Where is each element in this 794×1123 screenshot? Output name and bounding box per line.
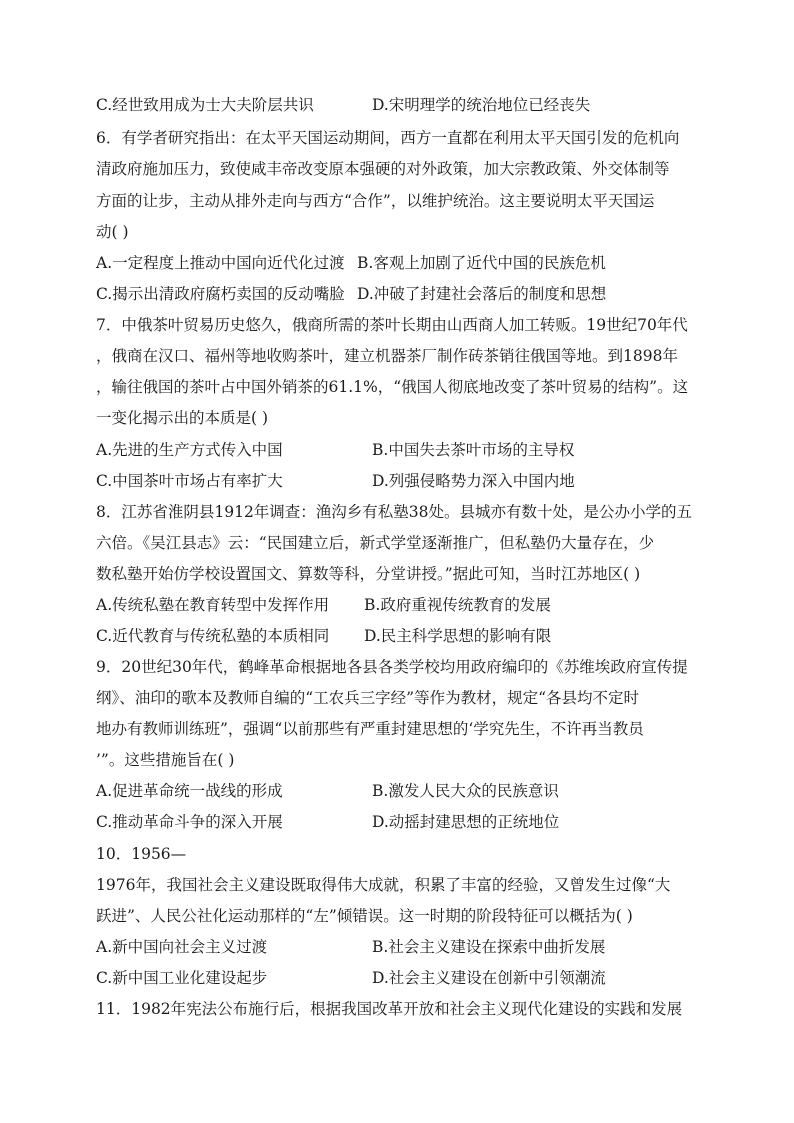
q10-option-d: D.社会主义建设在创新中引领潮流	[372, 969, 606, 987]
q8-stem-line-1: 8．江苏省淮阴县1912年调查：渔沟乡有私塾38处。县城亦有数十处，是公办小学的五	[96, 503, 693, 521]
q9-stem-line-1: 9．20世纪30年代，鹤峰革命根据地各县各类学校均用政府编印的《苏维埃政府宣传提	[96, 658, 688, 676]
q9-stem-line-4: ’”。这些措施旨在( )	[96, 751, 235, 769]
q7-stem-line-2: ，俄商在汉口、福州等地收购茶叶，建立机器茶厂制作砖茶销往俄国等地。到1898年	[96, 347, 678, 365]
q6-option-d: D.冲破了封建社会落后的制度和思想	[357, 285, 607, 303]
q10-stem-line-2: 1976年，我国社会主义建设既取得伟大成就，积累了丰富的经验，又曾发生过像“大	[96, 876, 671, 894]
q6-stem-line-1: 6．有学者研究指出：在太平天国运动期间，西方一直都在利用太平天国引发的危机向	[96, 129, 680, 147]
q7-option-b: B.中国失去茶叶市场的主导权	[372, 441, 575, 459]
q7-stem-line-3: ，输往俄国的茶叶占中国外销茶的61.1%，“俄国人彻底地改变了茶叶贸易的结构”。这	[96, 378, 689, 396]
q8-option-c: C.近代教育与传统私塾的本质相同	[96, 627, 330, 645]
q6-stem-line-3: 方面的让步，主动从排外走向与西方“合作”，以维护统治。这主要说明太平天国运	[96, 192, 655, 210]
q7-stem-line-1: 7．中俄茶叶贸易历史悠久，俄商所需的茶叶长期由山西商人加工转贩。19世纪70年代	[96, 316, 688, 334]
q7-option-d: D.列强侵略势力深入中国内地	[372, 472, 575, 490]
q9-stem-line-2: 纲》、油印的歌本及教师自编的“工农兵三字经”等作为教材，规定“各县均不定时	[96, 689, 640, 707]
q7-option-a: A.先进的生产方式传入中国	[96, 441, 283, 459]
q9-stem-line-3: 地办有教师训练班”，强调“以前那些有严重封建思想的‘学究先生，不许再当教员	[96, 720, 644, 738]
q9-option-d: D.动摇封建思想的正统地位	[372, 813, 560, 831]
q6-option-b: B.客观上加剧了近代中国的民族危机	[357, 254, 606, 272]
q8-option-a: A.传统私塾在教育转型中发挥作用	[96, 596, 330, 614]
q5-option-c: C.经世致用成为士大夫阶层共识	[96, 96, 314, 114]
q10-option-a: A.新中国向社会主义过渡	[96, 938, 268, 956]
q8-option-b: B.政府重视传统教育的发展	[364, 596, 551, 614]
q10-option-c: C.新中国工业化建设起步	[96, 969, 268, 987]
q7-option-c: C.中国茶叶市场占有率扩大	[96, 472, 283, 490]
q6-option-c: C.揭示出清政府腐朽卖国的反动嘴脸	[96, 285, 345, 303]
q9-option-c: C.推动革命斗争的深入开展	[96, 813, 283, 831]
q8-stem-line-2: 六倍。《吴江县志》云：“民国建立后，新式学堂逐渐推广，但私塾仍大量存在，少	[96, 534, 655, 552]
q9-option-b: B.激发人民大众的民族意识	[372, 782, 559, 800]
q10-option-b: B.社会主义建设在探索中曲折发展	[372, 938, 606, 956]
q5-option-d: D.宋明理学的统治地位已经丧失	[372, 96, 591, 114]
q6-stem-line-2: 清政府施加压力，致使咸丰帝改变原本强硬的对外政策，加大宗教政策、外交体制等	[96, 160, 670, 178]
q6-stem-line-4: 动( )	[96, 223, 129, 241]
q9-option-a: A.促进革命统一战线的形成	[96, 782, 283, 800]
q10-stem-line-1: 10．1956—	[96, 845, 187, 863]
q6-option-a: A.一定程度上推动中国向近代化过渡	[96, 254, 345, 272]
q7-stem-line-4: 一变化揭示出的本质是( )	[96, 409, 269, 427]
q10-stem-line-3: 跃进”、人民公社化运动那样的“左”倾错误。这一时期的阶段特征可以概括为( )	[96, 907, 633, 925]
q8-option-d: D.民主科学思想的影响有限	[364, 627, 552, 645]
q8-stem-line-3: 数私塾开始仿学校设置国文、算数等科，分堂讲授。”据此可知，当时江苏地区( )	[96, 565, 641, 583]
q11-stem-line-1: 11．1982年宪法公布施行后，根据我国改革开放和社会主义现代化建设的实践和发展	[96, 1000, 683, 1018]
